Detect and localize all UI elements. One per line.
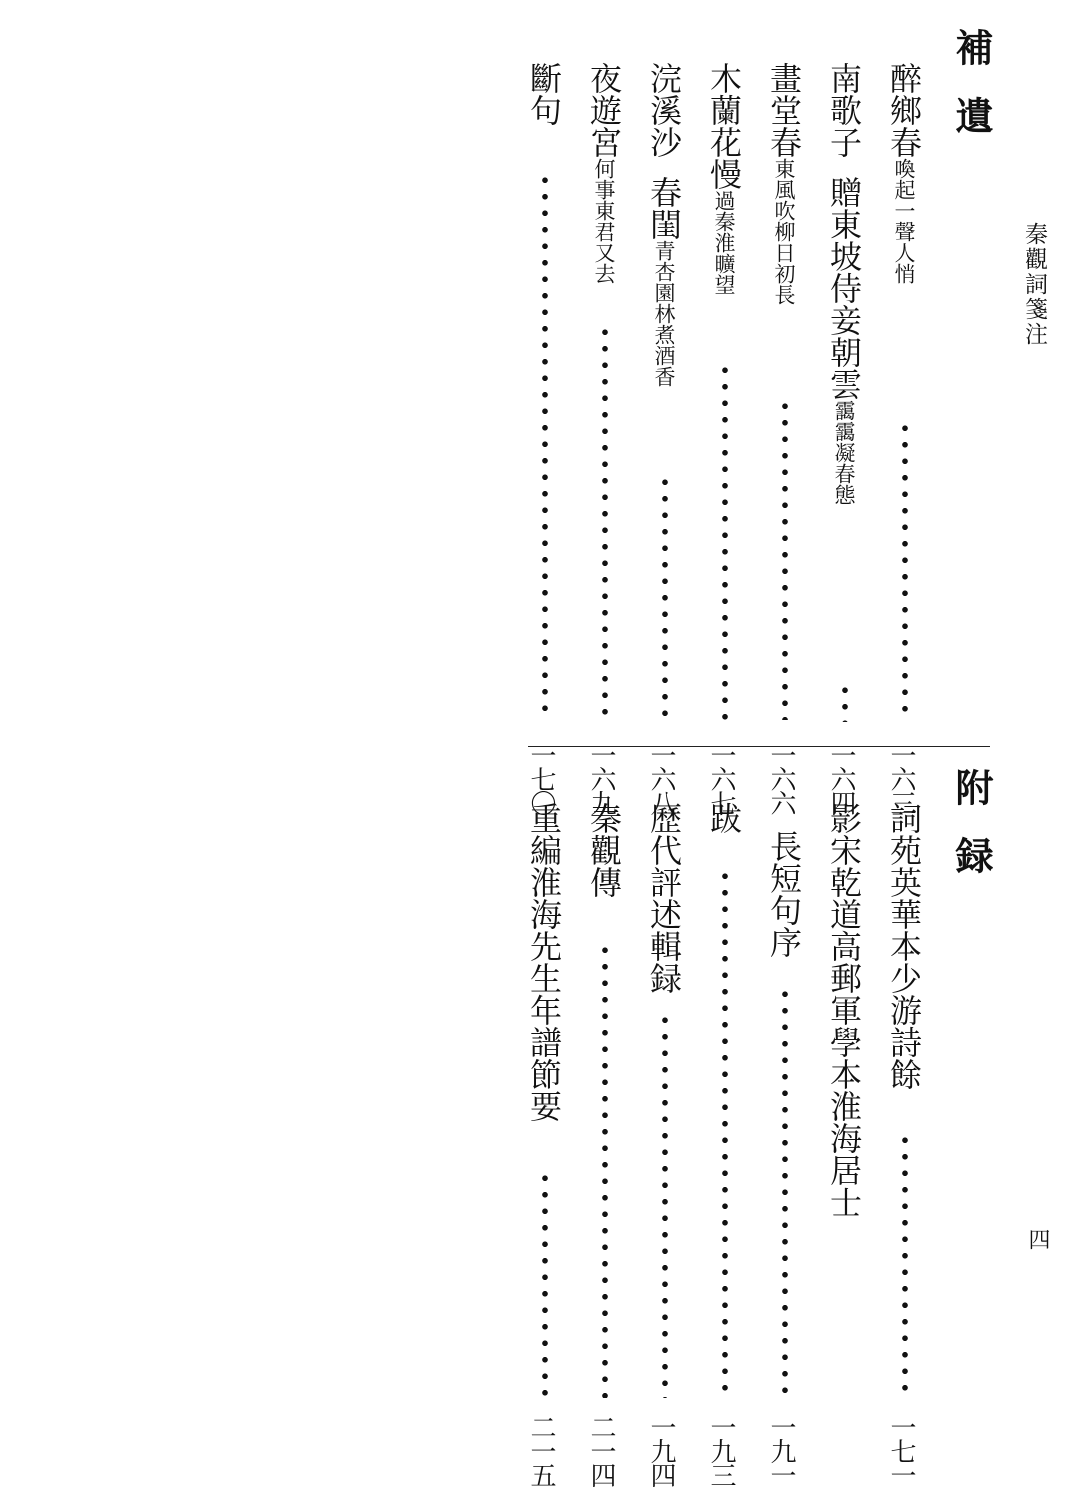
entry-page: 二一四 — [586, 1414, 616, 1486]
entry-page: 一六九 — [586, 742, 616, 814]
entry-title: 重編淮海先生年譜節要 — [525, 802, 563, 1122]
entry-page: 一九一 — [766, 1414, 796, 1486]
entry-page: 一九三 — [706, 1414, 736, 1486]
entry-title: 醉鄉春 — [885, 62, 923, 158]
toc-entry[interactable] — [525, 802, 574, 1486]
toc-entry[interactable] — [885, 62, 934, 814]
section-heading-char: 遺 — [949, 96, 994, 134]
entry-subtitle: 贈東坡侍妾朝雲 — [825, 176, 863, 400]
folio-number: 四 — [1025, 1228, 1050, 1250]
toc-entry[interactable] — [645, 802, 694, 1486]
toc-entry[interactable] — [825, 802, 874, 1462]
entry-page: 二一五 — [526, 1414, 556, 1486]
entry-title: 浣溪沙 — [645, 62, 683, 158]
entry-page: 一七〇 — [526, 742, 556, 814]
leader-dots — [780, 398, 790, 720]
leader-dots — [900, 420, 910, 720]
entry-title: 詞苑英華本少游詩餘 — [885, 802, 923, 1090]
toc-entry[interactable] — [705, 62, 754, 814]
toc-entry[interactable] — [825, 62, 874, 814]
section-divider — [528, 746, 990, 747]
entry-subtitle: 喚起一聲人悄 — [892, 158, 916, 284]
section-heading-supplement — [949, 28, 994, 134]
entry-page: 一六四 — [826, 742, 856, 814]
leader-dots — [780, 986, 790, 1398]
entry-subtitle: 過秦淮曠望 — [712, 190, 736, 295]
section-heading-char: 補 — [949, 28, 994, 66]
leader-dots — [600, 324, 610, 720]
entry-title: 秦觀傳 — [585, 802, 623, 898]
leader-dots — [720, 868, 730, 1398]
toc-entry[interactable] — [885, 802, 934, 1486]
toc-entry[interactable] — [765, 830, 814, 1486]
leader-dots — [900, 1132, 910, 1398]
entry-page: 一六六 — [766, 742, 796, 814]
entry-page: 一九四 — [646, 1414, 676, 1486]
toc-entry[interactable] — [585, 802, 634, 1486]
toc-entry[interactable] — [645, 62, 694, 814]
entry-title: 木蘭花慢 — [705, 62, 743, 190]
leader-dots — [720, 362, 730, 720]
entry-subtitle: 東風吹柳日初長 — [772, 158, 796, 305]
leader-dots — [660, 1012, 670, 1398]
entry-title: 畫堂春 — [765, 62, 803, 158]
toc-entry[interactable] — [525, 62, 574, 814]
entry-subtitle: 何事東君又去 — [592, 158, 616, 284]
leader-dots — [660, 474, 670, 720]
entry-title: 夜遊宮 — [585, 62, 623, 158]
toc-entry[interactable] — [765, 62, 814, 814]
entry-subtitle: 春閨 — [645, 176, 683, 240]
entry-subtitle-first-line: 靄靄凝春態 — [832, 400, 856, 505]
leader-dots — [540, 1170, 550, 1398]
entry-page: 一六八 — [646, 742, 676, 814]
toc-entry[interactable] — [585, 62, 634, 814]
entry-page: 一六七 — [706, 742, 736, 814]
entry-subtitle-first-line: 青杏園林煮酒香 — [652, 240, 676, 387]
entry-title: 南歌子 — [825, 62, 863, 158]
entry-title: 長短句序 — [765, 830, 803, 958]
entry-page: 一六三 — [886, 742, 916, 814]
entry-title: 斷句 — [525, 62, 563, 126]
leader-dots — [540, 172, 550, 720]
entry-title: 歷代評述輯録 — [645, 802, 683, 994]
book-title: 秦觀詞箋注 — [1021, 222, 1047, 347]
leader-dots — [840, 682, 850, 722]
leader-dots — [600, 942, 610, 1398]
section-heading-char: 録 — [949, 836, 994, 874]
entry-page: 一七一 — [886, 1414, 916, 1486]
toc-entry[interactable] — [705, 802, 754, 1486]
section-heading-char: 附 — [949, 768, 994, 806]
entry-title: 跋 — [705, 802, 743, 834]
section-heading-appendix — [949, 768, 994, 874]
entry-title: 影宋乾道高郵軍學本淮海居士 — [825, 802, 863, 1218]
